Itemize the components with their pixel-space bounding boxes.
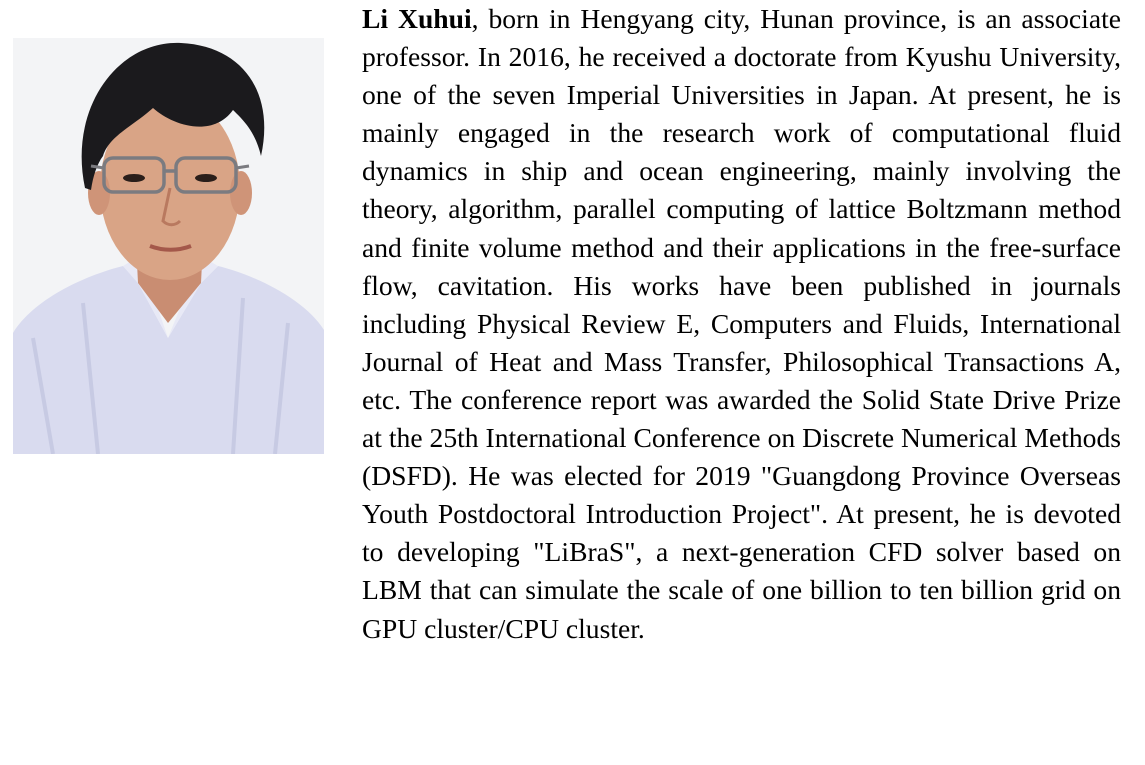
biography-paragraph <box>362 0 1121 648</box>
portrait-photo <box>13 38 324 454</box>
portrait-illustration <box>13 38 324 454</box>
person-name: Li Xuhui <box>362 3 472 34</box>
biography-text: , born in Hengyang city, Hunan province, is an associate professor. In 2016, he received a doctorate from Kyushu University, one of the seven Imperial Universities in Japan. At present, he is mainly engaged in the research work of computational fluid dynamics in ship and ocean engineering, mainly involving the theory, algorithm, parallel computing of lattice Boltzmann method and finite volume method and their applications in the free-surface flow, cavitation. His works have been published in journals including Physical Review E, Computers and Fluids, International Journal of Heat and Mass Transfer, Philosophical Transactions A, etc. The conference report was awarded the Solid State Drive Prize at the 25th International Conference on Discrete Numerical Methods (DSFD). He was elected for 2019 "Guangdong Province Overseas Youth Postdoctoral Introduction Project". At present, he is devoted to developing "LiBraS", a next-generation CFD solver based on LBM that can simulate the scale of one billion to ten billion grid on GPU cluster/CPU cluster. <box>362 3 1121 644</box>
